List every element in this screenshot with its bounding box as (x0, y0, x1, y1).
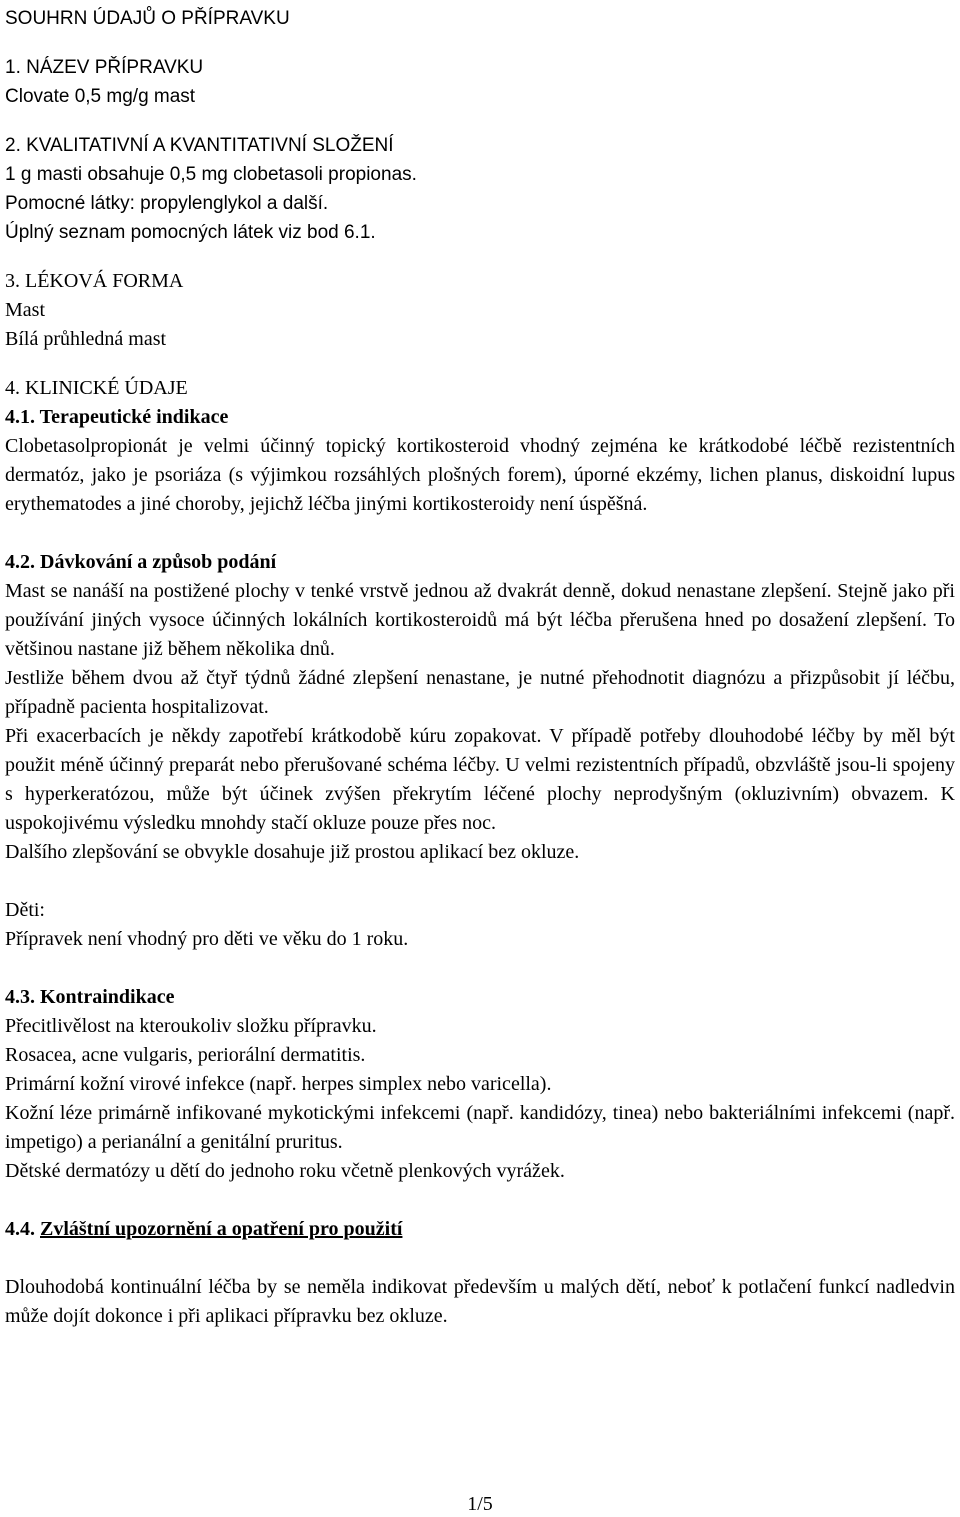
dosage-paragraph-2: Jestliže během dvou až čtyř týdnů žádné zlepšení nenastane, je nutné přehodnotit diagnózu a přizpůsobit jí léčbu, případně pacienta hospitalizovat. (5, 667, 955, 718)
dosage-paragraph-4: Dalšího zlepšování se obvykle dosahuje již prostou aplikací bez okluze. (5, 841, 580, 863)
section-4-4-title: Zvláštní upozornění a opatření pro použití (40, 1218, 403, 1240)
section-4-2-title: Dávkování a způsob podání (40, 551, 277, 573)
section-4-4-heading (5, 1215, 955, 1244)
section-1-heading: 1. NÁZEV PŘÍPRAVKU (5, 57, 204, 78)
section-4-4-number: 4.4. (5, 1218, 35, 1240)
section-4-1-heading: 4.1. Terapeutické indikace (5, 406, 229, 428)
excipients-line: Pomocné látky: propylenglykol a další. (5, 193, 329, 214)
contraindication-item: Přecitlivělost na kteroukoliv složku přípravku. (5, 1015, 377, 1037)
composition-line: 1 g masti obsahuje 0,5 mg clobetasoli propionas. (5, 164, 417, 185)
contraindication-item: Dětské dermatózy u dětí do jednoho roku včetně plenkových vyrážek. (5, 1160, 565, 1182)
excipients-reference-line: Úplný seznam pomocných látek viz bod 6.1. (5, 222, 376, 243)
product-name: Clovate 0,5 mg/g mast (5, 86, 196, 107)
section-4-2-heading (5, 548, 955, 577)
dosage-form-line: Mast (5, 299, 45, 321)
section-4-heading: 4. KLINICKÉ ÚDAJE (5, 377, 188, 399)
contraindication-item: Kožní léze primárně infikované mykotickými infekcemi (např. kandidózy, tinea) nebo bakteriálními infekcemi (např. impetigo) a perianální a genitální pruritus. (5, 1102, 955, 1153)
section-2-heading: 2. KVALITATIVNÍ A KVANTITATIVNÍ SLOŽENÍ (5, 135, 394, 156)
warnings-paragraph: Dlouhodobá kontinuální léčba by se neměla indikovat především u malých dětí, neboť k potlačení funkcí nadledvin může dojít dokonce i při aplikaci přípravku bez okluze. (5, 1276, 955, 1327)
dosage-form-description: Bílá průhledná mast (5, 328, 167, 350)
page-number: 1/5 (467, 1493, 493, 1515)
contraindication-item: Primární kožní virové infekce (např. herpes simplex nebo varicella). (5, 1073, 552, 1095)
document-page (5, 4, 955, 1331)
children-label: Děti: (5, 899, 45, 921)
section-4-3-title: Kontraindikace (40, 986, 175, 1008)
section-4-3-heading (5, 983, 955, 1012)
indications-paragraph: Clobetasolpropionát je velmi účinný topický kortikosteroid vhodný zejména ke krátkodobé léčbě rezistentních dermatóz, jako je psoriáza (s výjimkou rozsáhlých plošných forem), úporné ekzémy, lichen planus, diskoidní lupus erythematodes a jiné choroby, jejichž léčba jinými kortikosteroidy není úspěšná. (5, 435, 955, 515)
document-title: SOUHRN ÚDAJŮ O PŘÍPRAVKU (5, 8, 290, 29)
section-4-3-number: 4.3. (5, 986, 35, 1008)
children-text: Přípravek není vhodný pro děti ve věku do 1 roku. (5, 928, 409, 950)
section-4-2-number: 4.2. (5, 551, 35, 573)
dosage-paragraph-1: Mast se nanáší na postižené plochy v tenké vrstvě jednou až dvakrát denně, dokud nenastane zlepšení. Stejně jako při používání jiných vysoce účinných lokálních kortikosteroidů má být léčba přerušena hned po dosažení zlepšení. To většinou nastane již během několika dnů. (5, 580, 955, 660)
contraindication-item: Rosacea, acne vulgaris, periorální dermatitis. (5, 1044, 366, 1066)
section-3-heading: 3. LÉKOVÁ FORMA (5, 270, 184, 292)
dosage-paragraph-3: Při exacerbacích je někdy zapotřebí krátkodobě kúru zopakovat. V případě potřeby dlouhodobé léčby by měl být použit méně účinný preparát nebo přerušované schéma léčby. U velmi rezistentních případů, obzvláště jsou-li spojeny s hyperkeratózou, může být účinek zvýšen překrytím léčené plochy neprodyšným (okluzivním) obvazem. K uspokojivému výsledku mnohdy stačí okluze pouze přes noc. (5, 725, 955, 834)
